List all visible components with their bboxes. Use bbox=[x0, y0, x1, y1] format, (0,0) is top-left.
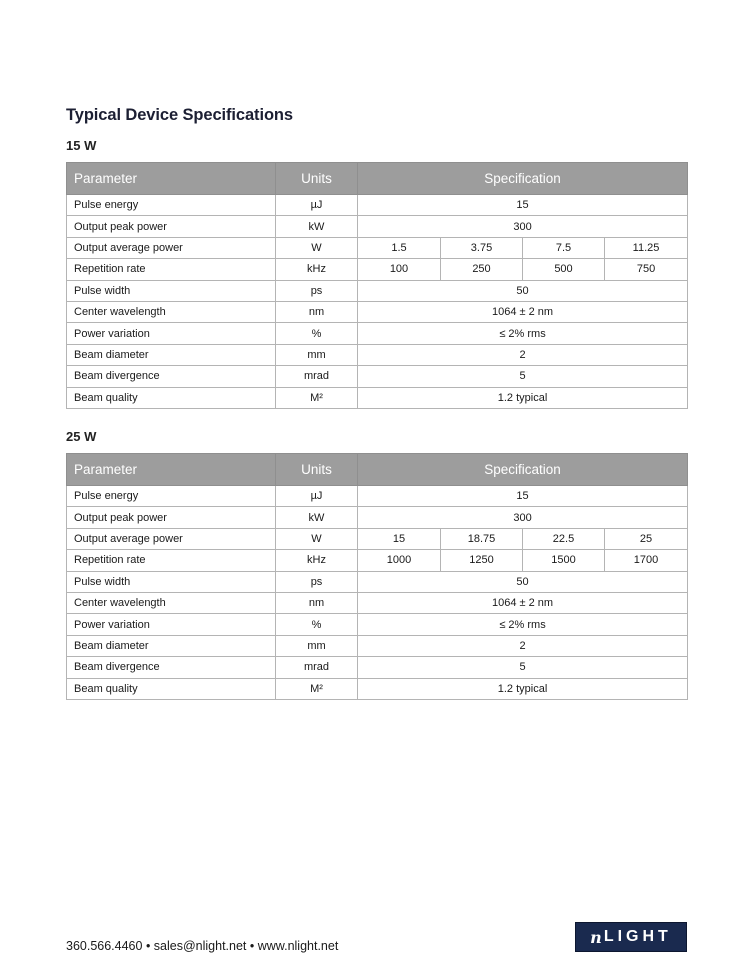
table-row bbox=[67, 195, 688, 216]
units-cell: M² bbox=[276, 678, 358, 699]
specification-cell: ≤ 2% rms bbox=[358, 614, 688, 635]
parameter-cell: Pulse energy bbox=[67, 195, 276, 216]
nlight-logo bbox=[575, 922, 687, 952]
specification-cell: 250 bbox=[441, 259, 523, 280]
table-row bbox=[67, 301, 688, 322]
table-row bbox=[67, 237, 688, 258]
table-row bbox=[67, 635, 688, 656]
footer-contact: 360.566.4460 • sales@nlight.net • www.nlight.net bbox=[66, 939, 339, 953]
specification-cell: 15 bbox=[358, 528, 441, 549]
specification-cell: 7.5 bbox=[523, 237, 605, 258]
table-row bbox=[67, 571, 688, 592]
parameter-cell: Beam divergence bbox=[67, 657, 276, 678]
units-cell: kHz bbox=[276, 550, 358, 571]
header-units: Units bbox=[276, 163, 358, 195]
parameter-cell: Pulse width bbox=[67, 280, 276, 301]
units-cell: mrad bbox=[276, 657, 358, 678]
specification-cell: 5 bbox=[358, 366, 688, 387]
parameter-cell: Pulse width bbox=[67, 571, 276, 592]
units-cell: W bbox=[276, 237, 358, 258]
specification-cell: 750 bbox=[605, 259, 688, 280]
parameter-cell: Output average power bbox=[67, 237, 276, 258]
specification-cell: 1064 ± 2 nm bbox=[358, 301, 688, 322]
specification-cell: 100 bbox=[358, 259, 441, 280]
header-parameter: Parameter bbox=[67, 454, 276, 486]
parameter-cell: Power variation bbox=[67, 614, 276, 635]
table-row bbox=[67, 280, 688, 301]
specification-cell: 18.75 bbox=[441, 528, 523, 549]
table-row bbox=[67, 486, 688, 507]
units-cell: µJ bbox=[276, 195, 358, 216]
table-row bbox=[67, 592, 688, 613]
page-title: Typical Device Specifications bbox=[66, 106, 293, 124]
units-cell: ps bbox=[276, 571, 358, 592]
units-cell: % bbox=[276, 614, 358, 635]
specification-cell: 1064 ± 2 nm bbox=[358, 592, 688, 613]
header-units: Units bbox=[276, 454, 358, 486]
specification-cell: 2 bbox=[358, 635, 688, 656]
header-specification: Specification bbox=[358, 454, 688, 486]
parameter-cell: Beam diameter bbox=[67, 344, 276, 365]
spec-table-25w bbox=[66, 453, 688, 700]
parameter-cell: Beam quality bbox=[67, 387, 276, 408]
units-cell: mrad bbox=[276, 366, 358, 387]
parameter-cell: Center wavelength bbox=[67, 592, 276, 613]
specification-cell: 1.5 bbox=[358, 237, 441, 258]
logo-text: LIGHT bbox=[603, 928, 672, 945]
spec-table-15w bbox=[66, 162, 688, 409]
parameter-cell: Repetition rate bbox=[67, 550, 276, 571]
specification-cell: 1000 bbox=[358, 550, 441, 571]
table-row bbox=[67, 259, 688, 280]
specification-cell: 22.5 bbox=[523, 528, 605, 549]
specification-cell: 5 bbox=[358, 657, 688, 678]
specification-cell: 15 bbox=[358, 195, 688, 216]
table-header-row bbox=[67, 163, 688, 195]
section-title-25w: 25 W bbox=[66, 429, 97, 444]
table-header-row bbox=[67, 454, 688, 486]
table-row bbox=[67, 528, 688, 549]
parameter-cell: Repetition rate bbox=[67, 259, 276, 280]
table-row bbox=[67, 614, 688, 635]
parameter-cell: Center wavelength bbox=[67, 301, 276, 322]
table-row bbox=[67, 366, 688, 387]
specification-cell: 3.75 bbox=[441, 237, 523, 258]
specification-cell: 15 bbox=[358, 486, 688, 507]
specification-cell: 11.25 bbox=[605, 237, 688, 258]
units-cell: nm bbox=[276, 301, 358, 322]
specification-cell: ≤ 2% rms bbox=[358, 323, 688, 344]
table-row bbox=[67, 344, 688, 365]
parameter-cell: Power variation bbox=[67, 323, 276, 344]
table-row bbox=[67, 507, 688, 528]
units-cell: kHz bbox=[276, 259, 358, 280]
specification-cell: 25 bbox=[605, 528, 688, 549]
specification-cell: 1.2 typical bbox=[358, 387, 688, 408]
parameter-cell: Output peak power bbox=[67, 507, 276, 528]
parameter-cell: Beam divergence bbox=[67, 366, 276, 387]
units-cell: mm bbox=[276, 635, 358, 656]
units-cell: W bbox=[276, 528, 358, 549]
table-row bbox=[67, 678, 688, 699]
units-cell: kW bbox=[276, 216, 358, 237]
specification-cell: 300 bbox=[358, 507, 688, 528]
parameter-cell: Output peak power bbox=[67, 216, 276, 237]
specification-cell: 1700 bbox=[605, 550, 688, 571]
specification-cell: 50 bbox=[358, 571, 688, 592]
parameter-cell: Pulse energy bbox=[67, 486, 276, 507]
table-row bbox=[67, 657, 688, 678]
specification-cell: 1500 bbox=[523, 550, 605, 571]
specification-cell: 1.2 typical bbox=[358, 678, 688, 699]
units-cell: µJ bbox=[276, 486, 358, 507]
specification-cell: 500 bbox=[523, 259, 605, 280]
parameter-cell: Beam diameter bbox=[67, 635, 276, 656]
logo-prefix: n bbox=[590, 927, 604, 947]
table-row bbox=[67, 216, 688, 237]
units-cell: mm bbox=[276, 344, 358, 365]
table-row bbox=[67, 323, 688, 344]
parameter-cell: Output average power bbox=[67, 528, 276, 549]
specification-cell: 1250 bbox=[441, 550, 523, 571]
units-cell: M² bbox=[276, 387, 358, 408]
units-cell: nm bbox=[276, 592, 358, 613]
units-cell: kW bbox=[276, 507, 358, 528]
table-row bbox=[67, 550, 688, 571]
specification-cell: 300 bbox=[358, 216, 688, 237]
specification-cell: 2 bbox=[358, 344, 688, 365]
header-specification: Specification bbox=[358, 163, 688, 195]
table-row bbox=[67, 387, 688, 408]
specification-cell: 50 bbox=[358, 280, 688, 301]
section-title-15w: 15 W bbox=[66, 138, 97, 153]
parameter-cell: Beam quality bbox=[67, 678, 276, 699]
units-cell: % bbox=[276, 323, 358, 344]
header-parameter: Parameter bbox=[67, 163, 276, 195]
units-cell: ps bbox=[276, 280, 358, 301]
